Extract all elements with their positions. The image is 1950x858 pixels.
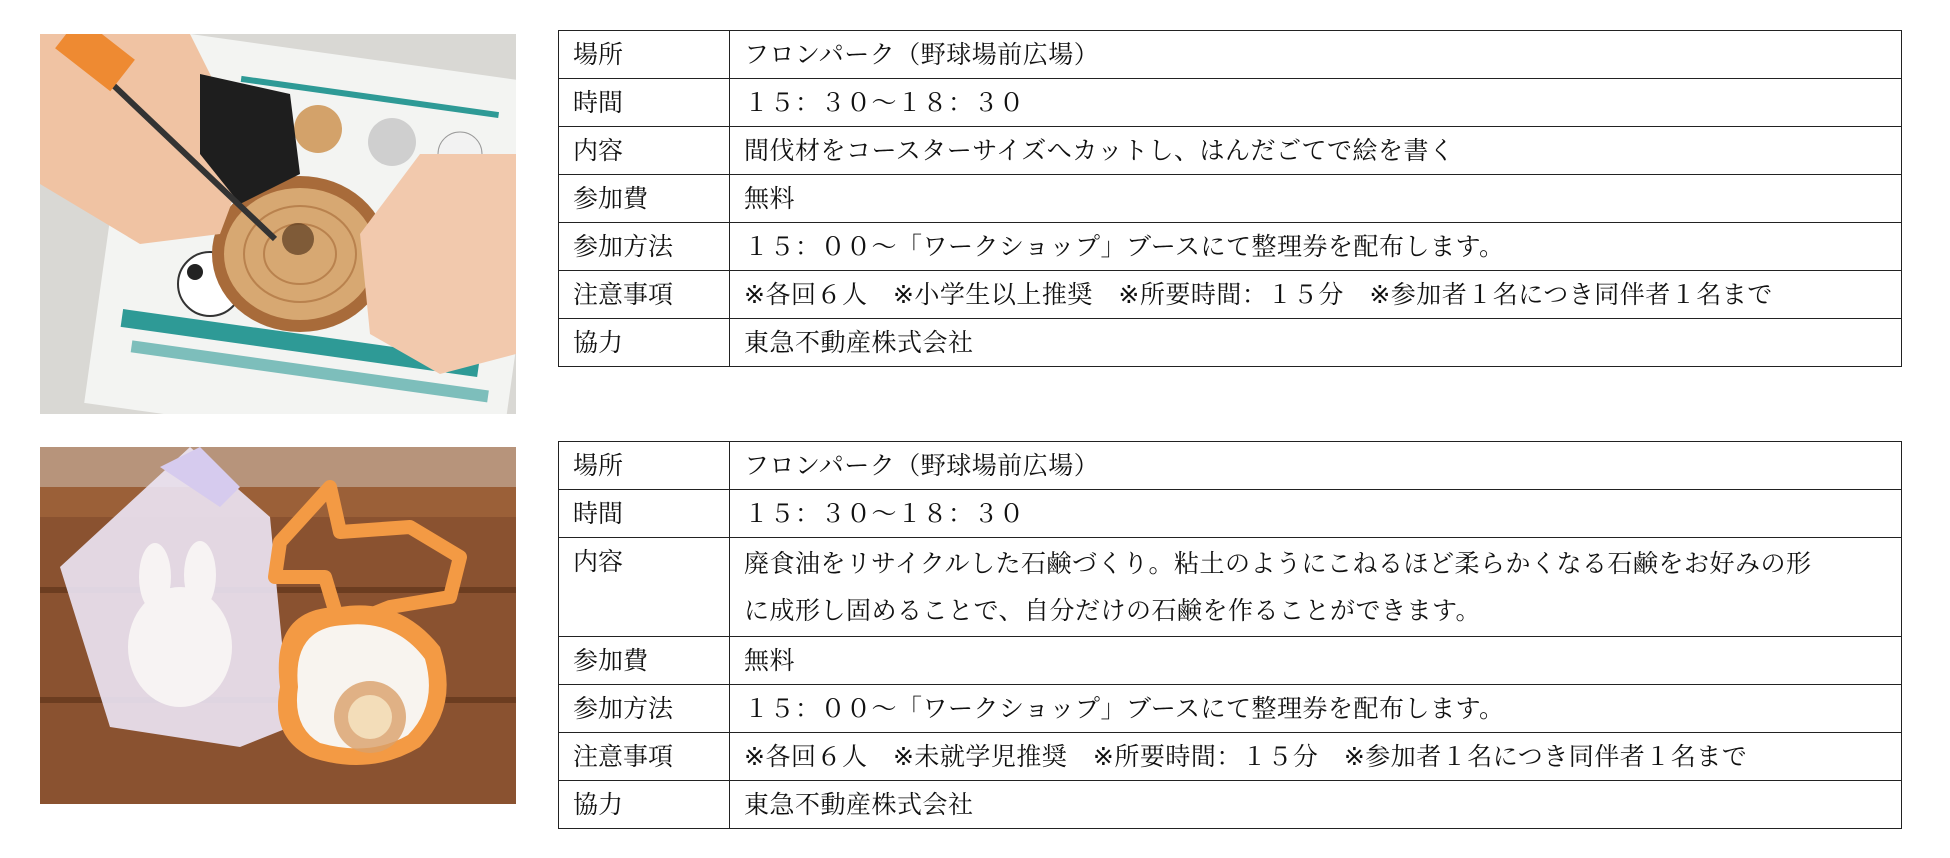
table-row bbox=[559, 31, 1902, 79]
row-label-location: 場所 bbox=[559, 31, 730, 79]
row-value-fee: 無料 bbox=[730, 637, 1902, 685]
row-label-how-to-join: 参加方法 bbox=[559, 685, 730, 733]
soap-making-illustration bbox=[40, 447, 516, 804]
table-row bbox=[559, 79, 1902, 127]
table-row bbox=[559, 442, 1902, 490]
table-row bbox=[559, 490, 1902, 538]
row-value-time: １５：３０～１８：３０ bbox=[730, 79, 1902, 127]
row-value-content: 間伐材をコースターサイズへカットし、はんだごてで絵を書く bbox=[730, 127, 1902, 175]
table-row bbox=[559, 175, 1902, 223]
row-value-notes: ※各回６人 ※小学生以上推奨 ※所要時間：１５分 ※参加者１名につき同伴者１名まで bbox=[730, 271, 1902, 319]
table-row bbox=[559, 127, 1902, 175]
workshop-2-info-table bbox=[558, 441, 1902, 829]
row-value-how-to-join: １５：００～「ワークショップ」ブースにて整理券を配布します。 bbox=[730, 223, 1902, 271]
content-line-2: に成形し固めることで、自分だけの石鹸を作ることができます。 bbox=[744, 596, 1482, 625]
table-row bbox=[559, 685, 1902, 733]
table-row bbox=[559, 271, 1902, 319]
row-value-fee: 無料 bbox=[730, 175, 1902, 223]
soap-making-photo bbox=[40, 447, 516, 804]
table-row bbox=[559, 319, 1902, 367]
row-value-content bbox=[730, 538, 1902, 637]
row-label-location: 場所 bbox=[559, 442, 730, 490]
row-value-time: １５：３０～１８：３０ bbox=[730, 490, 1902, 538]
workshop-1-info-table bbox=[558, 30, 1902, 367]
table-row bbox=[559, 733, 1902, 781]
row-label-time: 時間 bbox=[559, 490, 730, 538]
row-value-location: フロンパーク（野球場前広場） bbox=[730, 442, 1902, 490]
table-row bbox=[559, 538, 1902, 637]
woodburning-photo bbox=[40, 34, 516, 414]
row-label-notes: 注意事項 bbox=[559, 271, 730, 319]
row-value-notes: ※各回６人 ※未就学児推奨 ※所要時間：１５分 ※参加者１名につき同伴者１名まで bbox=[730, 733, 1902, 781]
row-label-fee: 参加費 bbox=[559, 175, 730, 223]
row-value-how-to-join: １５：００～「ワークショップ」ブースにて整理券を配布します。 bbox=[730, 685, 1902, 733]
row-label-cooperation: 協力 bbox=[559, 319, 730, 367]
row-value-cooperation: 東急不動産株式会社 bbox=[730, 781, 1902, 829]
row-value-location: フロンパーク（野球場前広場） bbox=[730, 31, 1902, 79]
row-label-how-to-join: 参加方法 bbox=[559, 223, 730, 271]
table-row bbox=[559, 781, 1902, 829]
row-label-fee: 参加費 bbox=[559, 637, 730, 685]
table-row bbox=[559, 637, 1902, 685]
row-value-cooperation: 東急不動産株式会社 bbox=[730, 319, 1902, 367]
row-label-cooperation: 協力 bbox=[559, 781, 730, 829]
row-label-content: 内容 bbox=[559, 538, 730, 637]
row-label-content: 内容 bbox=[559, 127, 730, 175]
row-label-notes: 注意事項 bbox=[559, 733, 730, 781]
table-row bbox=[559, 223, 1902, 271]
row-label-time: 時間 bbox=[559, 79, 730, 127]
content-line-1: 廃食油をリサイクルした石鹸づくり。粘土のようにこねるほど柔らかくなる石鹸をお好みの形 bbox=[744, 549, 1812, 578]
woodburning-illustration bbox=[40, 34, 516, 414]
